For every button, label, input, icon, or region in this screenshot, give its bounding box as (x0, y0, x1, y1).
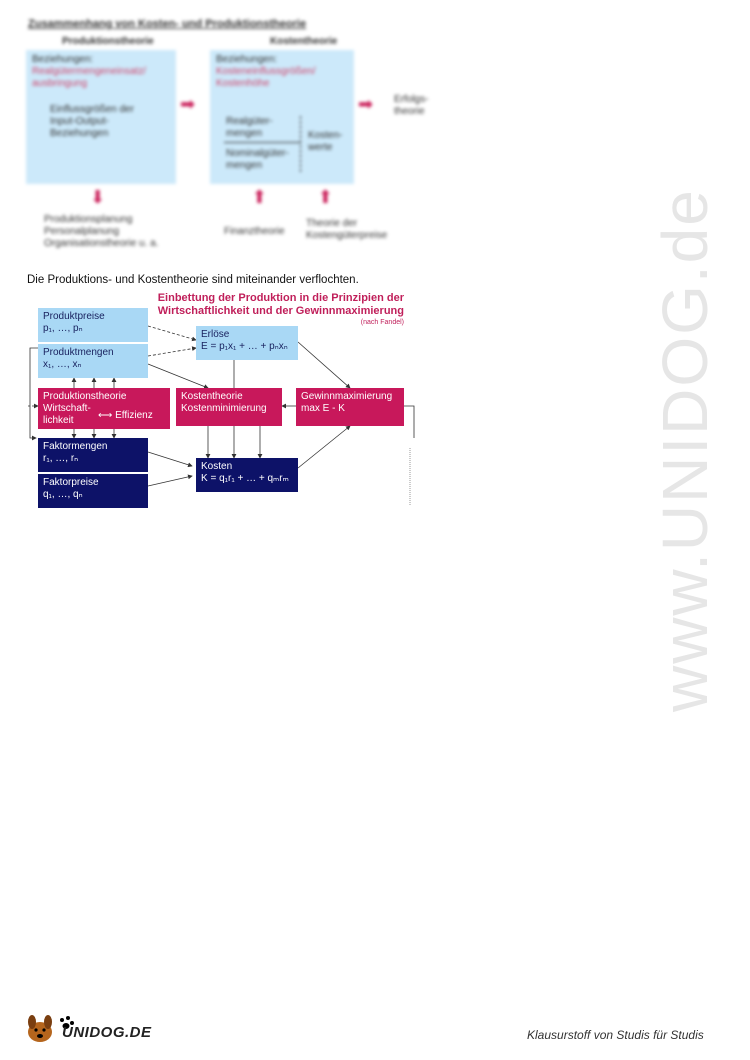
watermark: www.UNIDOG.de (649, 188, 721, 712)
bottom-left-text: Produktionsplanung Personalplanung Organisationstheorie u. a. (44, 214, 159, 249)
produktpreise-box: Produktpreise p₁, …, pₙ (38, 308, 148, 342)
diagram-subtitle: (nach Fandel) (360, 319, 404, 326)
right-heading: Kostentheorie (270, 36, 338, 47)
diagram-title-line2: Wirtschaftlichkeit und der Gewinnmaximierung (157, 305, 404, 317)
arrow-down-icon: ➡ (88, 188, 109, 205)
arrow-right-icon: ➡ (358, 94, 374, 114)
kosten-box: Kosten K = q₁r₁ + … + qₘrₘ (196, 458, 298, 492)
finanztheorie: Finanztheorie (224, 226, 285, 237)
produktmengen-box: Produktmengen x₁, …, xₙ (38, 344, 148, 378)
gewinnmaximierung-box: Gewinnmaximierung max E - K (296, 388, 404, 426)
produktionstheorie-box: Produktionstheorie Wirtschaft- lichkeit ⟷ Effizienz (38, 388, 170, 429)
double-arrow-icon: ⟷ (98, 410, 113, 421)
cost-production-figure (24, 14, 444, 262)
cost-box: Beziehungen: Kosteneinflussgrößen/ Kostenhöhe Realgüter- mengen Nominalgüter- mengen Kosten- werte (210, 50, 354, 184)
arrow-right-icon: ➡ (180, 94, 196, 114)
production-box: Beziehungen: Realgütermengeneinsatz/ ausbringung Einflussgrößen der Input-Output-Beziehungen (26, 50, 176, 184)
arrow-up-icon: ➡ (315, 188, 336, 205)
figure1-title: Zusammenhang von Kosten- und Produktionstheorie (28, 18, 307, 30)
caption: Die Produktions- und Kostentheorie sind miteinander verflochten. (27, 274, 359, 286)
faktorpreise-box: Faktorpreise q₁, …, qₙ (38, 474, 148, 508)
production-embedding-diagram (24, 288, 424, 516)
left-heading: Produktionstheorie (62, 36, 154, 47)
arrow-up-icon: ➡ (249, 188, 270, 205)
kostentheorie-box: Kostentheorie Kostenminimierung (176, 388, 282, 426)
logo-text: UNIDOG.DE (62, 1024, 152, 1041)
diagram-title-line1: Einbettung der Produktion in die Prinzipien der (157, 292, 404, 304)
faktormengen-box: Faktormengen r₁, …, rₙ (38, 438, 148, 472)
kostengueterpreise: Theorie der Kostengüterpreise (306, 218, 388, 241)
erloese-box: Erlöse E = p₁x₁ + … + pₙxₙ (196, 326, 298, 360)
footer-tagline: Klausurstoff von Studis für Studis (527, 1028, 704, 1042)
erfolgstheorie: Erfolgs- theorie (394, 94, 429, 117)
